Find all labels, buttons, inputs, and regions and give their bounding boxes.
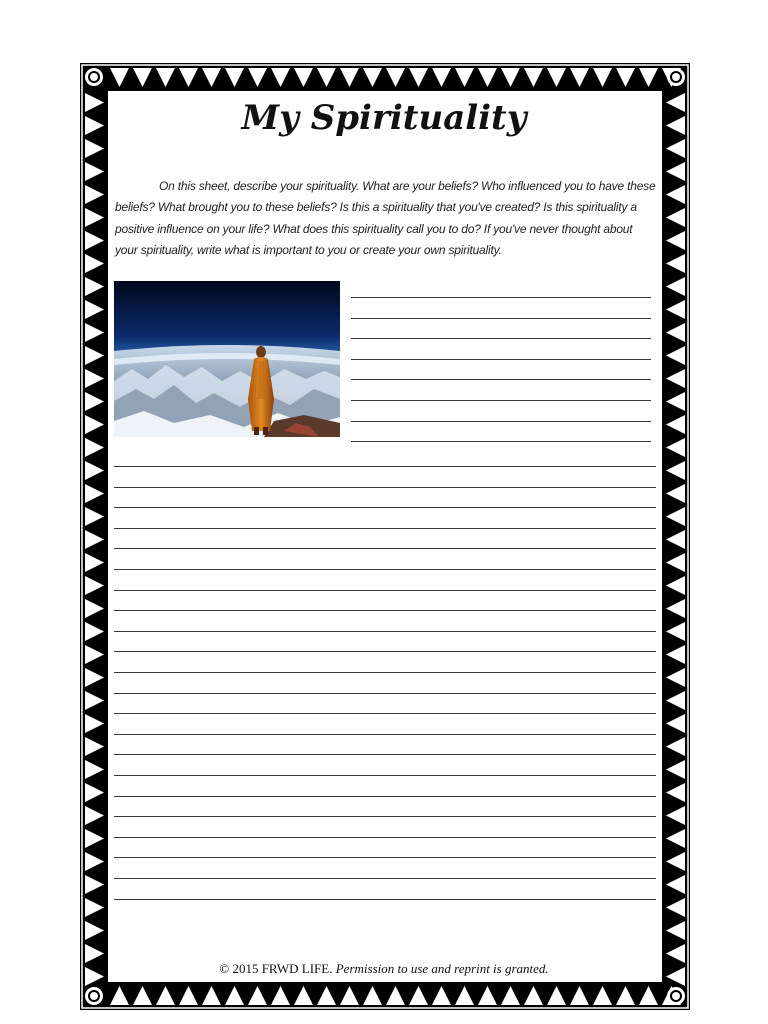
writing-line	[114, 507, 656, 508]
writing-line-short	[351, 359, 651, 360]
writing-line	[114, 775, 656, 776]
writing-line	[114, 651, 656, 652]
writing-line-short	[351, 297, 651, 298]
writing-line	[114, 590, 656, 591]
instructions-paragraph: On this sheet, describe your spirituality. What are your beliefs? Who influenced you to have these beliefs? What brought you to these beliefs? Is this a spirituality that you've created? Is this spirituality a positive influence on your life? What does this spirituality call you to do? If you've never thought about your spirituality, write what is important to you or create your own spirituality.	[115, 179, 656, 258]
writing-line	[114, 878, 656, 879]
writing-line	[114, 754, 656, 755]
writing-line-short	[351, 338, 651, 339]
writing-line	[114, 816, 656, 817]
writing-line	[114, 631, 656, 632]
writing-line	[114, 528, 656, 529]
writing-line-short	[351, 400, 651, 401]
writing-line-short	[351, 379, 651, 380]
writing-line-short	[351, 441, 651, 442]
writing-line-short	[351, 421, 651, 422]
permission-text: Permission to use and reprint is granted.	[335, 961, 549, 976]
monk-overlooking-earth-photo	[114, 281, 340, 437]
writing-line-short	[351, 318, 651, 319]
writing-line	[114, 548, 656, 549]
writing-line	[114, 713, 656, 714]
writing-line	[114, 693, 656, 694]
writing-line	[114, 837, 656, 838]
page-title: My Spirituality	[241, 98, 527, 138]
copyright-text: © 2015 FRWD LIFE.	[219, 961, 333, 976]
writing-line	[114, 734, 656, 735]
writing-line	[114, 466, 656, 467]
writing-line	[114, 569, 656, 570]
writing-line	[114, 857, 656, 858]
writing-line	[114, 487, 656, 488]
footer-copyright	[0, 961, 768, 977]
writing-line	[114, 610, 656, 611]
writing-line	[114, 796, 656, 797]
writing-line	[114, 672, 656, 673]
writing-line	[114, 899, 656, 900]
